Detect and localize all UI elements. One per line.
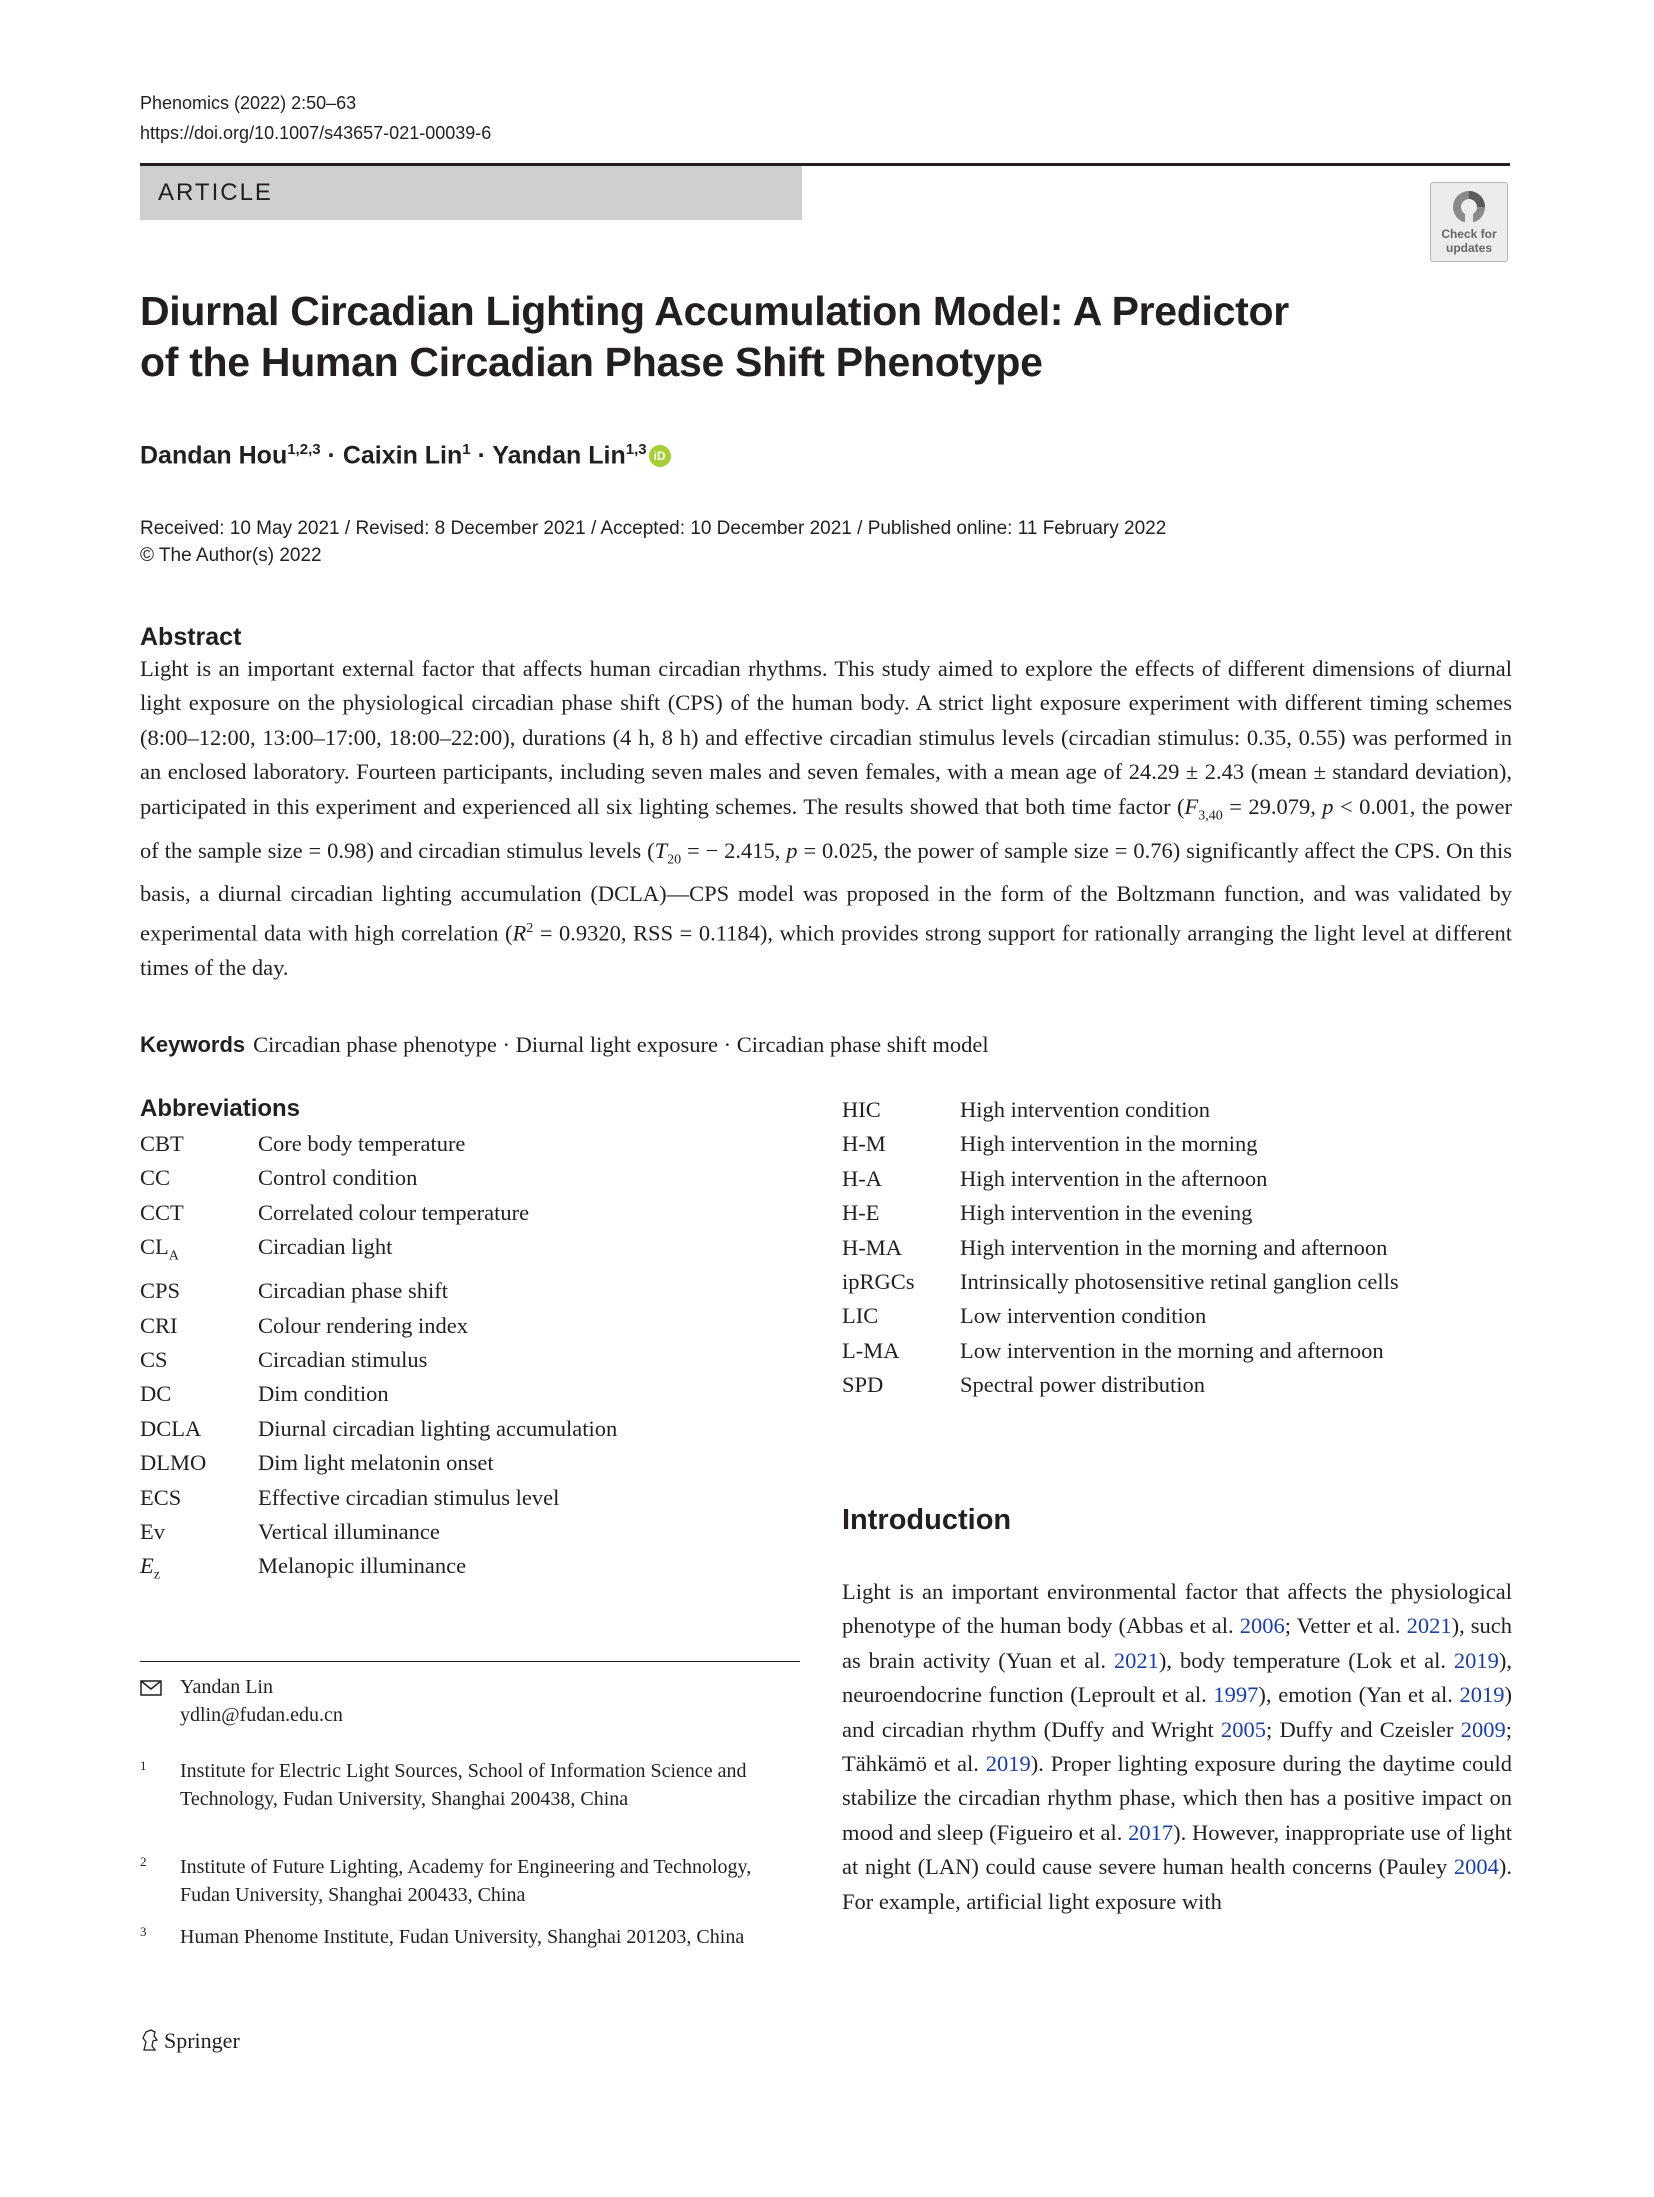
abbreviation-row [140, 1274, 800, 1308]
abbreviation-term [842, 1196, 960, 1230]
publication-dates [140, 515, 1166, 569]
abbreviation-row [842, 1334, 1512, 1368]
abbreviation-term [842, 1231, 960, 1265]
abbreviation-term-text: HIC [842, 1097, 881, 1122]
title-line-2: of the Human Circadian Phase Shift Phenotype [140, 339, 1043, 385]
abbreviation-definition: Colour rendering index [258, 1312, 468, 1338]
abbreviation-row [140, 1161, 800, 1195]
introduction-text: ), such as brain activity (Yuan et al. [842, 1613, 1513, 1673]
check-for-updates-badge[interactable] [1430, 182, 1508, 262]
abstract-body [140, 652, 1512, 985]
abbreviations-list-left [140, 1127, 800, 1593]
abbreviation-row [140, 1515, 800, 1549]
introduction-text: ), body temperature (Lok et al. [1158, 1647, 1454, 1673]
abbreviation-row [140, 1549, 800, 1593]
publisher-name: Springer [164, 2028, 240, 2053]
introduction-text: ; Duffy and Czeisler [1266, 1716, 1461, 1742]
introduction-text: ), neuroendocrine function (Leproult et al. [842, 1647, 1512, 1708]
abbreviation-term [140, 1412, 258, 1446]
abbreviation-row [140, 1196, 800, 1230]
abbreviation-term [140, 1549, 258, 1593]
abstract-text: < 0.001, the power of the sample size = 0.98) and circadian stimulus levels ( [140, 793, 1512, 863]
abbreviation-term-text: ipRGCs [842, 1269, 915, 1295]
introduction-text: ). For example, artificial light exposure with [842, 1854, 1512, 1914]
affiliation-number: 1 [140, 1758, 147, 1773]
introduction-text: ; Vetter et al. [1284, 1613, 1407, 1639]
abbreviation-definition: Dim light melatonin onset [258, 1450, 494, 1476]
abbreviation-row [140, 1343, 800, 1377]
abstract-text: Light is an important external factor that affects human circadian rhythms. This study aimed to explore the effects of different dimensions of diurnal light exposure on the physiological circadian phase shift (CPS) of the human body. A strict light exposure experiment with different timing schemes (8:00–12:00, 13:00–17:00, 18:00–22:00), durations (4 h, 8 h) and effective circadian stimulus levels (circadian stimulus: 0.35, 0.55) was performed in an enclosed laboratory. Fourteen participants, including seven males and seven females, with a mean age of 24.29 ± 2.43 (mean ± standard deviation), participated in this experiment and experienced all six lighting schemes. The results showed that both time factor ( [140, 656, 1512, 819]
citation-link[interactable]: 2021 [1406, 1613, 1452, 1639]
introduction-text: ) and circadian rhythm (Duffy and Wright [842, 1682, 1513, 1742]
author-separator: · [320, 441, 343, 470]
abbreviation-term [140, 1446, 258, 1480]
abbreviations-heading: Abbreviations [140, 1095, 301, 1122]
abbreviation-definition: Circadian stimulus [258, 1346, 428, 1372]
abbreviation-term-text: DC [140, 1381, 172, 1407]
title-line-1: Diurnal Circadian Lighting Accumulation Model: A Predictor [140, 288, 1289, 334]
citation-link[interactable]: 2017 [1128, 1819, 1174, 1845]
abbreviation-term-text: H-E [842, 1200, 880, 1226]
abbreviation-definition: Low intervention in the morning and afternoon [960, 1337, 1384, 1363]
abstract-text: = 0.9320, RSS = 0.1184), which provides strong support for rationally arranging the light level at different times of the day. [140, 920, 1512, 980]
article-type-label: ARTICLE [158, 179, 273, 206]
abbreviation-term-text: CC [140, 1165, 171, 1191]
abbreviation-row [842, 1231, 1512, 1265]
abbreviation-term [842, 1265, 960, 1299]
check-for-updates-label: Check for updates [1441, 227, 1497, 255]
abbreviation-term-subscript: A [168, 1248, 179, 1264]
affiliation [140, 1854, 780, 1910]
abbreviation-term [140, 1127, 258, 1161]
keywords [140, 1028, 989, 1062]
abbreviation-term-text: H-MA [842, 1234, 902, 1260]
abbreviation-definition: Intrinsically photosensitive retinal ganglion cells [960, 1269, 1399, 1295]
citation-link[interactable]: 2006 [1239, 1613, 1285, 1639]
abbreviation-row [140, 1412, 800, 1446]
abbreviation-term-text: CCT [140, 1199, 184, 1225]
date-history: Received: 10 May 2021 / Revised: 8 December 2021 / Accepted: 10 December 2021 / Published online: 11 February 2022 [140, 518, 1167, 539]
citation-link[interactable]: 1997 [1213, 1682, 1259, 1708]
introduction-heading: Introduction [842, 1504, 1012, 1536]
abbreviation-term-text: ECS [140, 1484, 182, 1510]
abbreviation-definition: Core body temperature [258, 1131, 466, 1156]
abbreviation-term-text: DLMO [140, 1450, 207, 1476]
author-name[interactable]: Dandan Hou [140, 441, 288, 470]
introduction-text: ). Proper lighting exposure during the daytime could stabilize the circadian rhythm phase, which then has a positive impact on mood and sleep (Figueiro et al. [842, 1751, 1512, 1845]
affiliation [140, 1924, 780, 1980]
abbreviation-term-subscript: z [153, 1567, 160, 1583]
f-statistic-df: 3,40 [1198, 808, 1223, 824]
abbreviation-term-text: SPD [842, 1372, 884, 1398]
abbreviation-definition: Diurnal circadian lighting accumulation [258, 1415, 618, 1441]
abbreviation-term [140, 1309, 258, 1343]
abbreviation-term [842, 1162, 960, 1196]
author-affiliation-marks: 1 [462, 441, 471, 458]
abbreviation-term-text: DCLA [140, 1415, 202, 1441]
abbreviation-term-text: CPS [140, 1278, 181, 1304]
keywords-text: Circadian phase phenotype · Diurnal light exposure · Circadian phase shift model [253, 1032, 989, 1057]
introduction-text: ), emotion (Yan et al. [1258, 1682, 1460, 1708]
abbreviation-term [842, 1093, 960, 1127]
citation-link[interactable]: 2004 [1453, 1854, 1499, 1880]
envelope-icon [140, 1680, 162, 1696]
publisher-footer [140, 2026, 240, 2056]
introduction-text: Light is an important environmental factor that affects the physiological phenotype of the human body (Abbas et al. [842, 1579, 1512, 1639]
abbreviation-term [842, 1299, 960, 1333]
abbreviation-row [140, 1377, 800, 1411]
t-statistic-symbol: T [654, 837, 668, 863]
abbreviation-definition: Melanopic illuminance [258, 1553, 467, 1579]
abbreviation-row [140, 1309, 800, 1343]
abbreviation-row [842, 1299, 1512, 1333]
abbreviation-row [842, 1265, 1512, 1299]
abbreviation-term-text: Ev [140, 1518, 165, 1544]
abbreviation-row [140, 1481, 800, 1515]
footnote-rule [140, 1661, 800, 1662]
abbreviations-list-right [842, 1093, 1512, 1403]
abbreviation-term-text: L-MA [842, 1337, 900, 1363]
abstract-text: = 0.025, the power of sample size = 0.76) significantly affect the CPS. On this basis, a diurnal circadian lighting accumulation (DCLA)—CPS model was proposed in the form of the Boltzmann function, and was validated by experimental data with high correlation ( [140, 837, 1512, 946]
citation-link[interactable]: 2005 [1221, 1716, 1267, 1742]
abbreviation-term [842, 1334, 960, 1368]
correspondence-block [140, 1674, 343, 1729]
abbreviation-definition: High intervention in the afternoon [960, 1165, 1268, 1191]
author-name[interactable]: Caixin Lin [342, 441, 463, 470]
abbreviation-term [842, 1368, 960, 1402]
introduction-text: ). However, inappropriate use of light at night (LAN) could cause severe human health concerns (Pauley [842, 1819, 1512, 1880]
journal-header [140, 88, 491, 148]
abbreviation-row [140, 1446, 800, 1480]
affiliation-text: Human Phenome Institute, Fudan University, Shanghai 201203, China [180, 1926, 745, 1948]
abbreviation-definition: High intervention in the morning [960, 1131, 1258, 1157]
abbreviation-row [842, 1127, 1512, 1161]
abbreviation-definition: Vertical illuminance [258, 1518, 440, 1544]
abbreviation-definition: High intervention in the evening [960, 1200, 1253, 1226]
f-statistic-symbol: F [1184, 793, 1199, 819]
affiliation [140, 1758, 780, 1842]
citation-link[interactable]: 2021 [1113, 1647, 1159, 1673]
crossmark-icon [1451, 189, 1487, 225]
copyright-notice: © The Author(s) 2022 [140, 545, 322, 566]
author-name[interactable]: Yandan Lin [492, 441, 626, 470]
introduction-body [842, 1575, 1512, 1919]
abbreviation-term-text: LIC [842, 1303, 879, 1329]
author-list [140, 432, 671, 473]
abbreviation-row [842, 1093, 1512, 1127]
abbreviation-term [140, 1196, 258, 1230]
introduction-text: ; Tähkämö et al. [842, 1716, 1512, 1777]
author-separator: · [470, 441, 493, 470]
p-value-symbol: p [1322, 793, 1334, 819]
t-statistic-df: 20 [667, 852, 682, 868]
abbreviation-definition: Spectral power distribution [960, 1372, 1205, 1398]
abbreviation-definition: Dim condition [258, 1381, 389, 1407]
abbreviation-definition: Effective circadian stimulus level [258, 1484, 560, 1510]
abbreviation-term [140, 1377, 258, 1411]
r-squared-symbol: R [512, 920, 527, 946]
citation-link[interactable]: 2019 [1453, 1647, 1499, 1673]
abbreviation-term-text: H-M [842, 1131, 886, 1157]
r-squared-exponent: 2 [526, 920, 534, 936]
abbreviation-term-text: E [140, 1553, 154, 1579]
abbreviation-row [842, 1162, 1512, 1196]
abbreviation-term-text: CL [140, 1234, 169, 1260]
citation-link[interactable]: 2009 [1460, 1716, 1506, 1742]
doi-link[interactable]: https://doi.org/10.1007/s43657-021-00039-6 [140, 123, 492, 143]
author-affiliation-marks: 1,2,3 [287, 441, 321, 458]
orcid-icon[interactable]: iD [649, 445, 671, 467]
abbreviation-definition: Circadian phase shift [258, 1278, 448, 1304]
abbreviation-definition: Low intervention condition [960, 1303, 1207, 1329]
abbreviation-term [140, 1230, 258, 1274]
abstract-text: = 29.079, [1222, 793, 1323, 819]
citation-link[interactable]: 2019 [985, 1751, 1031, 1777]
abbreviation-term [842, 1127, 960, 1161]
corresponding-author-name: Yandan Lin [180, 1676, 273, 1698]
article-title [140, 286, 1440, 388]
citation-link[interactable]: 2019 [1459, 1682, 1505, 1708]
abbreviation-row [140, 1127, 800, 1161]
abbreviation-term [140, 1161, 258, 1195]
corresponding-author-email[interactable]: ydlin@fudan.edu.cn [180, 1703, 343, 1726]
abbreviation-row [140, 1230, 800, 1274]
p-value-symbol: p [786, 837, 798, 863]
abbreviation-row [842, 1368, 1512, 1402]
abbreviation-term [140, 1343, 258, 1377]
keywords-label: Keywords [140, 1032, 246, 1057]
abbreviation-term [140, 1481, 258, 1515]
affiliation-number: 3 [140, 1924, 147, 1939]
abstract-heading: Abstract [140, 623, 242, 651]
abbreviation-definition: Circadian light [258, 1234, 393, 1260]
abbreviation-definition: High intervention in the morning and afternoon [960, 1234, 1388, 1260]
abbreviation-definition: Correlated colour temperature [258, 1199, 530, 1225]
abbreviation-definition: High intervention condition [960, 1097, 1210, 1122]
abbreviation-term-text: CBT [140, 1131, 184, 1156]
abstract-text: = − 2.415, [681, 837, 787, 863]
abbreviation-term-text: CRI [140, 1312, 178, 1338]
abbreviation-term [140, 1274, 258, 1308]
abbreviation-row [842, 1196, 1512, 1230]
affiliation-number: 2 [140, 1854, 147, 1869]
springer-horse-icon [140, 2028, 160, 2052]
abbreviation-definition: Control condition [258, 1165, 418, 1191]
affiliation-text: Institute for Electric Light Sources, School of Information Science and Technology, Fudan University, Shanghai 200438, China [180, 1760, 747, 1810]
author-affiliation-marks: 1,3 [625, 441, 647, 458]
affiliation-text: Institute of Future Lighting, Academy for Engineering and Technology, Fudan University, Shanghai 200433, China [180, 1856, 752, 1906]
journal-citation: Phenomics (2022) 2:50–63 [140, 93, 357, 113]
abbreviation-term-text: H-A [842, 1165, 882, 1191]
abbreviation-term [140, 1515, 258, 1549]
abbreviation-term-text: CS [140, 1346, 168, 1372]
